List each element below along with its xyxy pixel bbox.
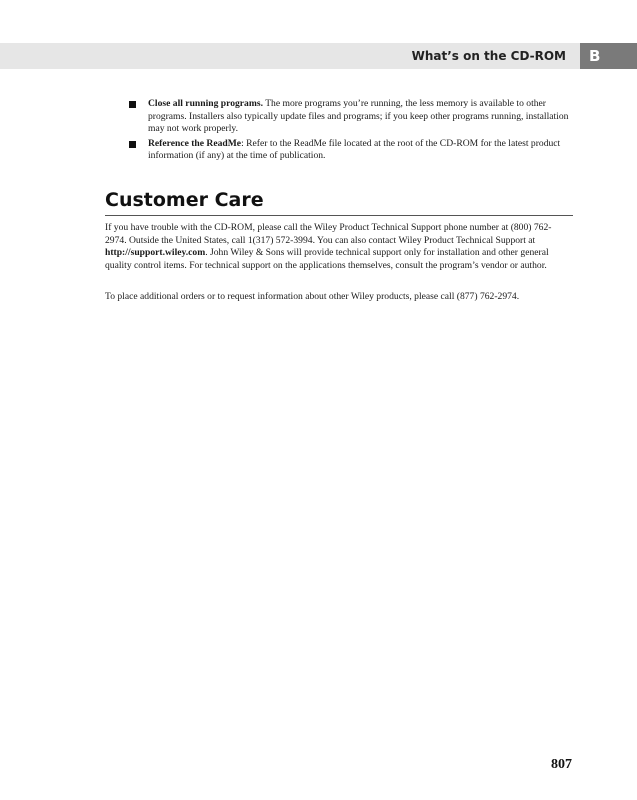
square-bullet-icon [129, 101, 136, 108]
support-text-end: . John Wiley & Sons will provide technical support only for installation and other general quality control items. For technical support on the applications themselves, consult the program’s vendor or author. [105, 247, 549, 271]
list-item [148, 138, 574, 163]
heading-divider [105, 215, 573, 216]
section-heading: Customer Care [105, 189, 264, 211]
bullet-lead: Close all running programs. [148, 98, 263, 109]
bullet-text: The more programs you’re running, the less memory is available to other programs. Installers also typically update files and programs; if you keep other programs running, installation may not work properly. [148, 98, 569, 135]
list-item [148, 98, 574, 136]
orders-paragraph: To place additional orders or to request information about other Wiley products, please call (877) 762-2974. [105, 291, 520, 302]
chapter-tab [580, 43, 637, 69]
running-header-title: What’s on the CD-ROM [411, 49, 566, 63]
support-paragraph [105, 222, 573, 272]
chapter-letter: B [589, 47, 601, 65]
square-bullet-icon [129, 141, 136, 148]
bullet-list [148, 98, 574, 165]
support-text-start: If you have trouble with the CD-ROM, please call the Wiley Product Technical Support phone number at (800) 762-2974. Outside the United States, call 1(317) 572-3994. You can also contact Wiley Product Technical Support at [105, 222, 552, 246]
bullet-lead: Reference the ReadMe [148, 137, 242, 149]
page-number: 807 [551, 757, 572, 772]
support-link[interactable]: http://support.wiley.com [105, 247, 206, 259]
bullet-text: : Refer to the ReadMe file located at the root of the CD-ROM for the latest product information (if any) at the time of publication. [148, 137, 561, 162]
